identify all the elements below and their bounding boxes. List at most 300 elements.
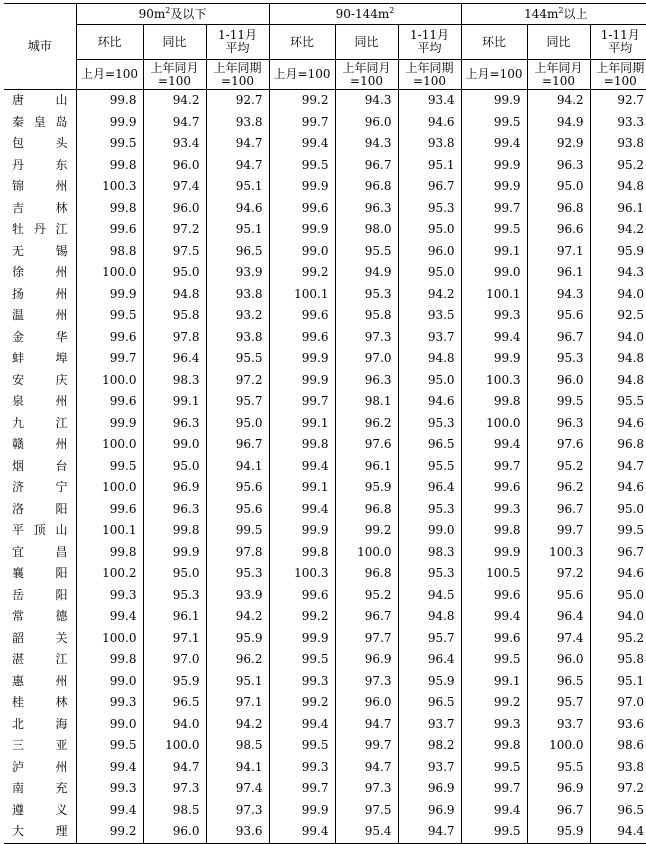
base-header-line2: =100: [603, 73, 637, 88]
value-cell: 93.8: [617, 136, 645, 150]
city-cell: [4, 90, 76, 112]
value-cell: 95.5: [398, 456, 461, 478]
group-header: [269, 4, 461, 25]
value-cell: 99.7: [461, 198, 527, 220]
city-name: [12, 155, 68, 177]
value-cell: 96.1: [527, 262, 590, 284]
table-row: [4, 262, 646, 284]
value-cell: 94.7: [335, 757, 398, 779]
value-cell: 99.4: [76, 606, 143, 628]
metric-header: [206, 25, 269, 60]
value-cell: 95.7: [398, 628, 461, 650]
value-cell: 100.0: [143, 735, 206, 757]
city-name-char: 北: [12, 716, 25, 731]
value-cell: 94.9: [335, 262, 398, 284]
table-row: [4, 649, 646, 671]
value-cell: 99.9: [76, 284, 143, 306]
value-cell: 97.6: [335, 434, 398, 456]
value-cell: 97.2: [617, 781, 645, 795]
base-header: [398, 60, 461, 90]
metric-header: [590, 25, 646, 60]
value-cell: 99.8: [143, 520, 206, 542]
value-cell: 95.3: [398, 499, 461, 521]
value-cell: 94.9: [527, 112, 590, 134]
value-cell: 95.0: [143, 563, 206, 585]
value-cell: 99.6: [461, 628, 527, 650]
value-cell: 96.7: [617, 544, 645, 559]
table-row: [4, 90, 646, 112]
value-cell: 100.3: [461, 370, 527, 392]
city-cell: [4, 778, 76, 800]
value-cell: 93.9: [206, 585, 269, 607]
value-cell: 99.7: [269, 391, 335, 413]
value-cell: 95.6: [527, 305, 590, 327]
table-row: [4, 305, 646, 327]
value-cell: 96.5: [143, 692, 206, 714]
city-name-char: 无: [12, 243, 25, 258]
city-name: [12, 563, 68, 585]
city-name: [12, 434, 68, 456]
value-cell: 95.7: [206, 391, 269, 413]
value-cell: 99.3: [461, 499, 527, 521]
value-cell: 96.5: [206, 241, 269, 263]
value-cell: 99.0: [76, 714, 143, 736]
city-name-char: 义: [55, 802, 68, 817]
city-name-char: 东: [55, 157, 68, 172]
group-label-text: 90m: [138, 6, 166, 21]
city-name: [12, 391, 68, 413]
value-cell: 94.8: [143, 284, 206, 306]
value-cell: 99.8: [76, 649, 143, 671]
value-cell: 99.6: [76, 391, 143, 413]
table-header: [4, 4, 646, 90]
city-name-char: 亚: [55, 738, 68, 752]
value-cell: 99.4: [461, 434, 527, 456]
value-cell: 99.4: [269, 714, 335, 736]
value-cell: 99.8: [76, 198, 143, 220]
metric-header-line1: 同比: [162, 34, 187, 49]
value-cell: 100.1: [461, 284, 527, 306]
value-cell: 96.4: [398, 649, 461, 671]
city-name: [12, 477, 68, 499]
city-cell: [4, 563, 76, 585]
value-cell: 95.3: [143, 585, 206, 607]
value-cell: 96.2: [335, 413, 398, 435]
city-name-char: 牡: [12, 222, 25, 236]
city-name-char: 宜: [12, 544, 25, 559]
metric-header-line1: 同比: [354, 34, 379, 49]
value-cell: 94.0: [617, 286, 645, 301]
value-cell: 95.9: [335, 477, 398, 499]
table-row: [4, 800, 646, 822]
city-name: [12, 370, 68, 392]
value-cell: 95.2: [617, 157, 645, 172]
value-cell: 93.9: [206, 262, 269, 284]
value-cell: 99.5: [76, 456, 143, 478]
value-cell: 99.6: [269, 327, 335, 349]
city-cell: [4, 327, 76, 349]
value-cell: 99.5: [269, 735, 335, 757]
city-name-char: 头: [55, 136, 68, 150]
city-cell: [4, 520, 76, 542]
value-cell: 95.0: [617, 501, 645, 516]
table-row: [4, 757, 646, 779]
value-cell: 94.0: [143, 714, 206, 736]
value-cell: 92.7: [617, 93, 645, 107]
value-cell: 95.3: [398, 198, 461, 220]
value-cell: 95.3: [398, 413, 461, 435]
value-cell: 95.0: [206, 413, 269, 435]
value-cell: 95.5: [617, 394, 645, 408]
value-cell: 99.4: [269, 821, 335, 843]
city-name-char: 岳: [12, 587, 25, 602]
value-cell: 99.8: [461, 391, 527, 413]
value-cell: 96.7: [206, 434, 269, 456]
base-header: [76, 60, 143, 90]
value-cell: 96.5: [398, 434, 461, 456]
value-cell: 95.2: [617, 630, 645, 645]
table-row: [4, 628, 646, 650]
value-cell: 97.1: [143, 628, 206, 650]
city-name: [12, 198, 68, 220]
table-row: [4, 520, 646, 542]
city-name-char: 海: [55, 716, 68, 731]
value-cell: 97.2: [143, 219, 206, 241]
value-cell: 99.5: [461, 757, 527, 779]
value-cell: 99.9: [269, 348, 335, 370]
value-cell: 97.5: [143, 241, 206, 263]
city-name-char: 阳: [55, 587, 68, 602]
city-name-char: 泉: [12, 394, 25, 408]
city-name-char: 桂: [12, 695, 25, 709]
group-label-text: 144m: [524, 6, 559, 21]
value-cell: 94.6: [398, 112, 461, 134]
metric-header-line1: 1-11月: [600, 28, 640, 42]
value-cell: 99.3: [76, 585, 143, 607]
value-cell: 94.1: [206, 456, 269, 478]
value-cell: 95.5: [206, 348, 269, 370]
city-name-char: 泸: [12, 759, 25, 774]
value-cell: 93.5: [398, 305, 461, 327]
value-cell: 98.1: [335, 391, 398, 413]
value-cell: 99.2: [269, 692, 335, 714]
value-cell: 99.6: [461, 585, 527, 607]
value-cell: 99.8: [461, 735, 527, 757]
city-name-char: 华: [55, 329, 68, 344]
city-name: [12, 176, 68, 198]
value-cell: 95.6: [206, 499, 269, 521]
city-name: [12, 757, 68, 779]
table-row: [4, 456, 646, 478]
metric-header: [461, 25, 527, 60]
value-cell: 95.0: [398, 219, 461, 241]
table-row: [4, 176, 646, 198]
table-row: [4, 219, 646, 241]
value-cell: 96.6: [527, 219, 590, 241]
city-name-char: 昌: [55, 544, 68, 559]
city-name-char: 吉: [12, 200, 25, 215]
city-cell: [4, 133, 76, 155]
city-name-char: 丹: [33, 222, 46, 236]
value-cell: 96.4: [398, 477, 461, 499]
value-cell: 99.5: [461, 821, 527, 843]
value-cell: 94.3: [335, 133, 398, 155]
city-name-char: 唐: [12, 93, 25, 107]
value-cell: 97.5: [335, 800, 398, 822]
city-name-char: 州: [55, 286, 68, 301]
value-cell: 96.9: [398, 778, 461, 800]
value-cell: 95.1: [398, 155, 461, 177]
base-header: [269, 60, 335, 90]
metric-header-line2: 平均: [608, 41, 633, 55]
city-name: [12, 692, 68, 714]
city-cell: [4, 155, 76, 177]
city-name: [12, 800, 68, 822]
city-name: [12, 241, 68, 263]
value-cell: 100.1: [269, 284, 335, 306]
value-cell: 93.8: [398, 133, 461, 155]
value-cell: 96.8: [335, 499, 398, 521]
value-cell: 93.8: [206, 112, 269, 134]
city-name-char: 南: [12, 781, 25, 795]
city-name-char: 韶: [12, 630, 25, 645]
base-header-line2: =100: [158, 73, 191, 88]
value-cell: 100.5: [461, 563, 527, 585]
value-cell: 99.1: [269, 413, 335, 435]
value-cell: 96.1: [143, 606, 206, 628]
city-name-char: 金: [12, 329, 25, 344]
group-label-suffix: 及以下: [170, 6, 207, 21]
city-cell: [4, 456, 76, 478]
base-header-line2: =100: [221, 73, 254, 88]
base-header-line1: 上年同期: [405, 60, 454, 75]
base-header: [527, 60, 590, 90]
city-cell: [4, 241, 76, 263]
city-name-char: 徐: [12, 265, 25, 279]
table-row: [4, 542, 646, 564]
value-cell: 94.7: [206, 133, 269, 155]
value-cell: 97.3: [206, 800, 269, 822]
city-name-char: 林: [55, 200, 68, 215]
value-cell: 96.8: [335, 176, 398, 198]
value-cell: 95.9: [143, 671, 206, 693]
value-cell: 95.1: [206, 671, 269, 693]
value-cell: 94.1: [206, 757, 269, 779]
city-name-char: 江: [55, 652, 68, 666]
city-cell: [4, 821, 76, 843]
table-row: [4, 821, 646, 843]
value-cell: 99.2: [269, 262, 335, 284]
city-cell: [4, 176, 76, 198]
value-cell: 95.6: [206, 477, 269, 499]
value-cell: 99.0: [269, 241, 335, 263]
base-header: [461, 60, 527, 90]
value-cell: 98.3: [143, 370, 206, 392]
value-cell: 95.2: [335, 585, 398, 607]
value-cell: 94.2: [398, 284, 461, 306]
value-cell: 98.2: [398, 735, 461, 757]
value-cell: 96.8: [335, 563, 398, 585]
city-name-char: 山: [55, 523, 68, 537]
base-header-line1: 上月=100: [465, 67, 523, 81]
value-cell: 99.4: [269, 133, 335, 155]
city-name-char: 州: [55, 308, 68, 322]
city-name: [12, 90, 68, 112]
base-header-line1: 上年同月: [150, 60, 199, 75]
city-name-char: 州: [55, 437, 68, 451]
city-name-char: 州: [55, 673, 68, 688]
value-cell: 99.2: [335, 520, 398, 542]
city-name: [12, 112, 68, 134]
value-cell: 99.1: [461, 241, 527, 263]
value-cell: 99.1: [269, 477, 335, 499]
value-cell: 99.7: [461, 778, 527, 800]
value-cell: 93.6: [617, 716, 645, 731]
value-cell: 95.9: [398, 671, 461, 693]
value-cell: 99.0: [398, 520, 461, 542]
city-name-char: 山: [55, 93, 68, 107]
city-name: [12, 219, 68, 241]
value-cell: 94.8: [398, 606, 461, 628]
city-name-char: 济: [12, 480, 25, 494]
city-name: [12, 262, 68, 284]
value-cell: 93.3: [617, 114, 645, 129]
value-cell: 94.4: [590, 821, 646, 843]
value-cell: 94.3: [617, 265, 645, 279]
price-index-table: [4, 3, 646, 844]
table-row: [4, 391, 646, 413]
city-cell: [4, 348, 76, 370]
value-cell: 98.5: [206, 735, 269, 757]
value-cell: 94.2: [206, 714, 269, 736]
value-cell: 99.7: [461, 456, 527, 478]
value-cell: 96.0: [143, 821, 206, 843]
city-name-char: 锦: [12, 179, 25, 193]
city-name-char: 岛: [55, 114, 68, 129]
value-cell: 96.4: [143, 348, 206, 370]
value-cell: 99.9: [461, 90, 527, 112]
value-cell: 97.4: [527, 628, 590, 650]
value-cell: 93.8: [206, 327, 269, 349]
value-cell: 98.0: [335, 219, 398, 241]
value-cell: 99.2: [76, 821, 143, 843]
value-cell: 99.3: [76, 778, 143, 800]
value-cell: 97.4: [143, 176, 206, 198]
value-cell: 100.0: [76, 262, 143, 284]
city-name-char: 安: [12, 372, 25, 387]
value-cell: 94.8: [617, 372, 645, 387]
value-cell: 97.3: [335, 778, 398, 800]
city-name-char: 理: [55, 824, 68, 838]
value-cell: 96.9: [143, 477, 206, 499]
value-cell: 99.8: [76, 90, 143, 112]
value-cell: 99.8: [76, 542, 143, 564]
base-header-line1: 上年同期: [596, 60, 645, 75]
city-name-char: 顶: [33, 523, 46, 537]
city-name-char: 包: [12, 136, 25, 150]
city-cell: [4, 305, 76, 327]
value-cell: 96.7: [527, 800, 590, 822]
value-cell: 98.3: [398, 542, 461, 564]
value-cell: 99.6: [269, 585, 335, 607]
value-cell: 100.3: [527, 542, 590, 564]
table-row: [4, 370, 646, 392]
value-cell: 96.5: [617, 802, 645, 817]
city-name-char: 江: [55, 415, 68, 430]
city-name-char: 扬: [12, 286, 25, 301]
value-cell: 94.6: [617, 415, 645, 430]
value-cell: 97.7: [335, 628, 398, 650]
value-cell: 99.1: [143, 391, 206, 413]
value-cell: 99.5: [269, 649, 335, 671]
group-header: [76, 4, 269, 25]
value-cell: 93.2: [206, 305, 269, 327]
base-header-line2: =100: [542, 73, 576, 88]
base-header-line1: 上年同月: [534, 60, 583, 75]
value-cell: 99.4: [76, 757, 143, 779]
city-name-char: 关: [55, 630, 68, 645]
value-cell: 99.0: [461, 262, 527, 284]
value-cell: 94.7: [335, 714, 398, 736]
value-cell: 99.6: [269, 198, 335, 220]
city-cell: [4, 692, 76, 714]
value-cell: 96.9: [527, 778, 590, 800]
value-cell: 95.3: [206, 563, 269, 585]
value-cell: 96.8: [617, 437, 645, 451]
base-header-line1: 上月=100: [273, 67, 331, 81]
city-cell: [4, 542, 76, 564]
city-cell: [4, 219, 76, 241]
value-cell: 99.4: [269, 499, 335, 521]
value-cell: 99.9: [269, 628, 335, 650]
value-cell: 94.6: [398, 391, 461, 413]
value-cell: 100.0: [335, 542, 398, 564]
base-header-line2: =100: [413, 73, 446, 88]
group-label-sup: 2: [165, 5, 171, 15]
value-cell: 99.9: [76, 413, 143, 435]
value-cell: 99.5: [617, 523, 645, 537]
value-cell: 100.0: [461, 413, 527, 435]
metric-header-line1: 环比: [482, 34, 507, 49]
value-cell: 95.4: [335, 821, 398, 843]
value-cell: 94.5: [398, 585, 461, 607]
table-row: [4, 585, 646, 607]
value-cell: 94.3: [527, 284, 590, 306]
city-name-char: 庆: [55, 372, 68, 387]
table-row: [4, 735, 646, 757]
value-cell: 100.0: [76, 434, 143, 456]
value-cell: 97.6: [527, 434, 590, 456]
city-cell: [4, 757, 76, 779]
group-label-sup: 2: [389, 5, 395, 15]
value-cell: 96.9: [335, 649, 398, 671]
value-cell: 99.4: [461, 133, 527, 155]
city-name-char: 赣: [12, 437, 25, 451]
value-cell: 99.6: [461, 477, 527, 499]
value-cell: 96.7: [335, 155, 398, 177]
base-header: [335, 60, 398, 90]
table-row: [4, 671, 646, 693]
table-row: [4, 327, 646, 349]
value-cell: 99.4: [461, 800, 527, 822]
value-cell: 99.9: [143, 542, 206, 564]
base-header: [143, 60, 206, 90]
table-row: [4, 499, 646, 521]
value-cell: 97.0: [335, 348, 398, 370]
value-cell: 95.8: [617, 652, 645, 666]
value-cell: 95.5: [335, 241, 398, 263]
table-row: [4, 606, 646, 628]
